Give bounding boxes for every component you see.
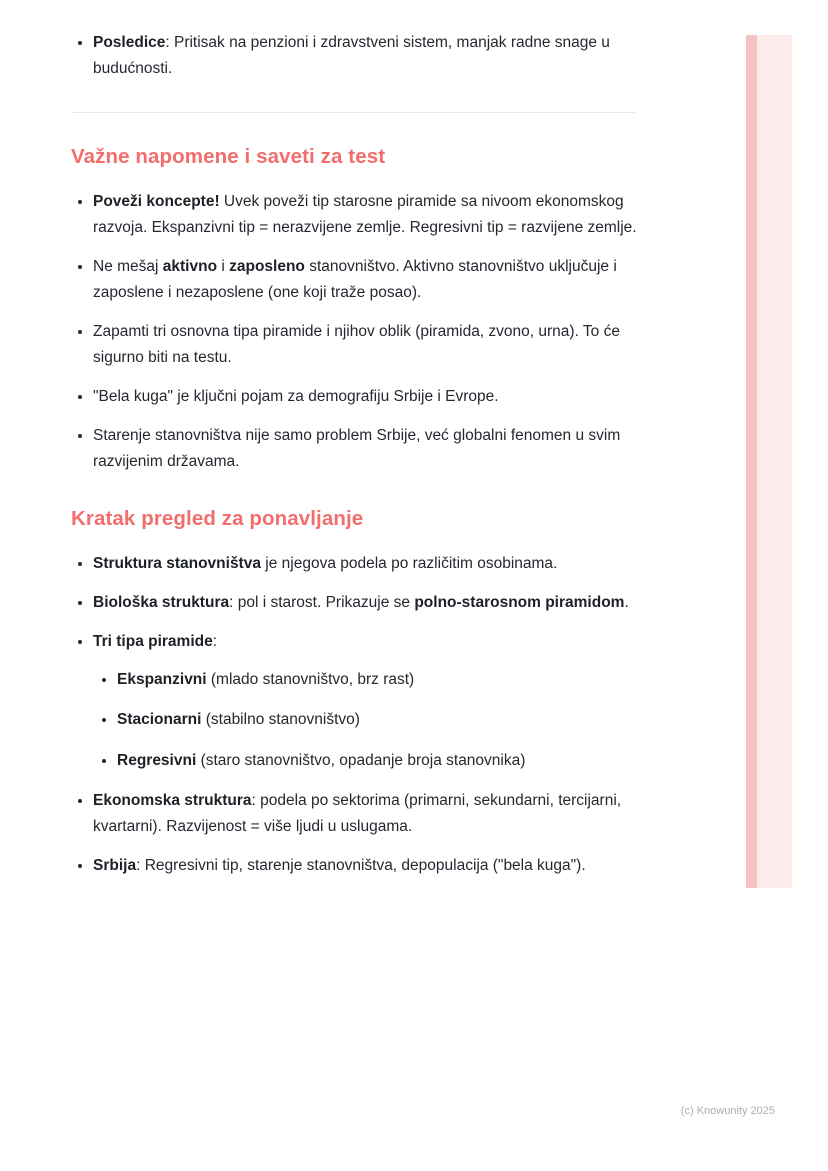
body-text: je njegova podela po različitim osobinama. (260, 555, 558, 573)
body-text: : Regresivni tip, starenje stanovništva, depopulacija ("bela kuga"). (136, 856, 586, 874)
bold-text: Tri tipa piramide (93, 633, 213, 651)
body-text: : podela po sektorima (primarni, sekundarni, tercijarni, kvartarni). Razvijenost = više ljudi u uslugama. (93, 791, 622, 835)
list-item (93, 551, 637, 577)
bold-text: zaposleno (229, 258, 305, 276)
footer-copyright: (c) Knowunity 2025 (680, 1105, 775, 1117)
body-text: : Pritisak na penzioni i zdravstveni sistem, manjak radne snage u budućnosti. (93, 34, 610, 78)
bold-text: Regresivni (117, 751, 197, 769)
section-title-review: Kratak pregled za ponavljanje (71, 507, 364, 531)
section-title-notes: Važne napomene i saveti za test (71, 145, 386, 169)
body-text: (mlado stanovništvo, brz rast) (206, 671, 415, 689)
list-item (93, 384, 637, 410)
document-content (71, 30, 637, 892)
body-text: Zapamti tri osnovna tipa piramide i njihov oblik (piramida, zvono, urna). To će sigurno biti na testu. (93, 323, 620, 367)
intro-list (71, 30, 637, 82)
list-item (93, 788, 637, 840)
list-item (93, 629, 637, 773)
list-item (93, 319, 637, 371)
list-item (93, 853, 637, 879)
bold-text: Struktura stanovništva (93, 555, 261, 573)
body-text: Starenje stanovništva nije samo problem Srbije, već globalni fenomen u svim razvijenim državama. (93, 427, 621, 471)
list-item (117, 748, 637, 774)
list-item (93, 189, 637, 241)
bold-text: Posledice (93, 34, 166, 51)
bold-text: Biološka struktura (93, 594, 230, 612)
list-item (93, 254, 637, 306)
bold-text: Srbija (93, 856, 137, 874)
section-divider (71, 112, 635, 113)
nested-list (93, 667, 637, 773)
body-text: (stabilno stanovništvo) (201, 711, 360, 729)
review-list (71, 551, 637, 878)
body-text: Ne mešaj (93, 258, 163, 276)
body-text: . (624, 594, 629, 612)
page-edge-strip (746, 35, 757, 888)
notes-list (71, 189, 637, 475)
body-text: i (217, 258, 230, 276)
body-text: : pol i starost. Prikazuje se (229, 594, 415, 612)
bold-text: Poveži koncepte! (93, 193, 220, 211)
list-item (117, 667, 637, 693)
bold-text: polno-starosnom piramidom (414, 594, 625, 612)
body-text: (staro stanovništvo, opadanje broja stanovnika) (196, 751, 526, 769)
bold-text: aktivno (162, 258, 218, 276)
list-item (117, 707, 637, 733)
list-item (93, 590, 637, 616)
body-text: "Bela kuga" je ključni pojam za demografiju Srbije i Evrope. (93, 388, 499, 406)
body-text: stanovništvo. Aktivno stanovništvo uključuje i zaposlene i nezaposlene (one koji traže posao). (93, 258, 617, 302)
bold-text: Stacionarni (117, 711, 202, 729)
section-notes-and-tips (71, 145, 637, 475)
list-item (93, 423, 637, 475)
bold-text: Ekspanzivni (117, 671, 207, 689)
page-edge-decoration (746, 35, 792, 888)
section-quick-review (71, 507, 637, 878)
list-item (93, 30, 637, 82)
body-text: : (212, 633, 218, 651)
bold-text: Ekonomska struktura (93, 791, 252, 809)
body-text: Uvek poveži tip starosne piramide sa nivoom ekonomskog razvoja. Ekspanzivni tip = nerazvijene zemlje. Regresivni tip = razvijene zemlje. (93, 193, 637, 237)
